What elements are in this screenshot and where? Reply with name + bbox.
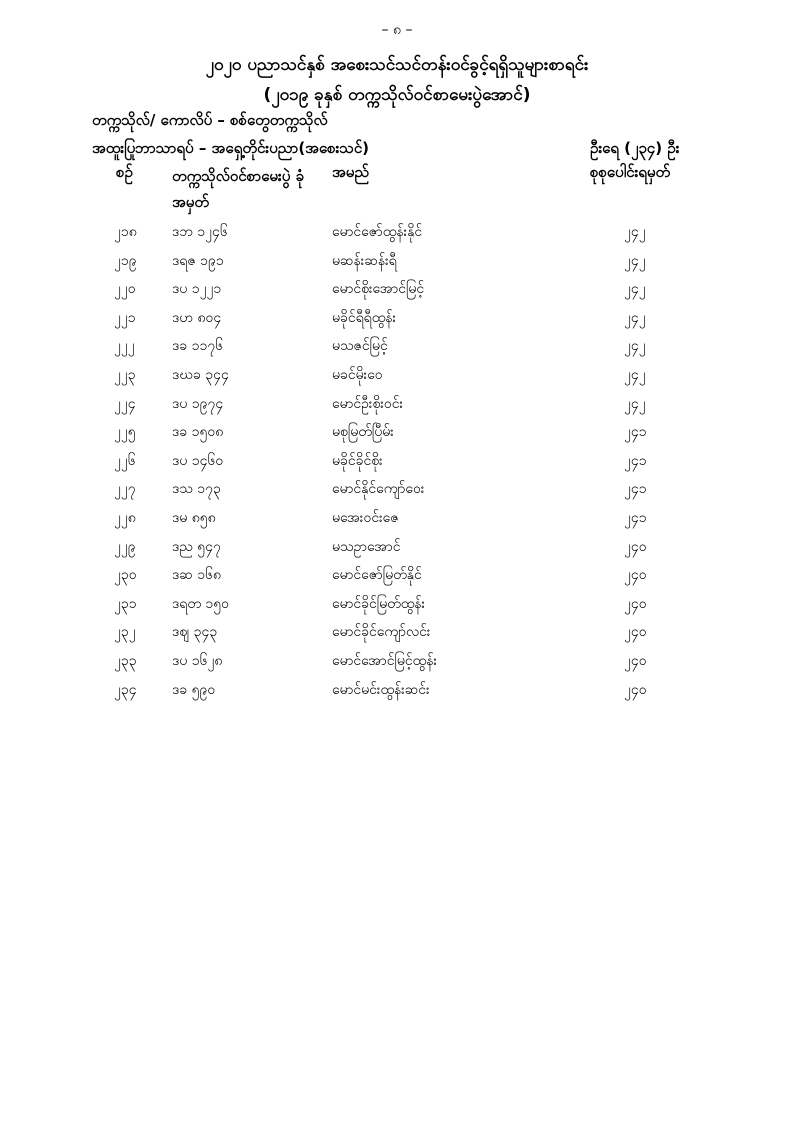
table-row	[0, 479, 794, 508]
row-marks: ၂၄၀	[624, 595, 647, 612]
row-roll: ဒသ ၁၇၃	[172, 481, 221, 498]
table-row	[0, 680, 794, 709]
row-no: ၂၁၈	[114, 224, 137, 240]
header-roll: တက္ကသိုလ်ဝင်စာမေးပွဲ ခုံအမှတ်	[172, 167, 304, 211]
row-roll: ဒရဇ ၁၉၁	[172, 252, 224, 269]
document-subtitle: (၂၀၁၉ ခုနှစ် တက္ကသိုလ်ဝင်စာမေးပွဲအောင်)	[263, 85, 531, 105]
row-no: ၂၂၃	[114, 366, 136, 383]
row-no: ၂၂၁	[114, 309, 136, 326]
row-name: မောင်ခိုင်ကျော်လင်း	[332, 624, 431, 641]
results-table	[0, 222, 794, 708]
row-no: ၂၃၁	[114, 595, 137, 612]
row-name: မသဥာအောင်	[332, 538, 401, 555]
row-marks: ၂၄၁	[624, 424, 647, 441]
quota-line: ဦးရေ (၂၃၄) ဦး	[590, 139, 680, 157]
row-name: မောင်ခိုင်မြတ်ထွန်း	[332, 595, 426, 612]
row-name: မခိုင်ရီရီထွန်း	[332, 309, 397, 326]
row-roll: ဒည ၅၄၇	[172, 538, 221, 555]
row-no: ၂၃၂	[114, 624, 136, 641]
table-row	[0, 251, 794, 280]
row-name: မခင်မိုးဝေ	[332, 366, 383, 383]
row-roll: ဒပ ၁၆၂၈	[172, 652, 223, 669]
row-roll: ဒခ ၁၅၀၈	[172, 424, 224, 441]
row-roll: ဒခ ၅၉၀	[172, 681, 216, 698]
row-no: ၂၁၉	[114, 252, 137, 269]
table-row	[0, 622, 794, 651]
table-row	[0, 222, 794, 251]
row-name: မစုမြတ်ပြီမ်း	[332, 424, 394, 441]
row-name: မဆန်းဆန်းရီ	[332, 252, 397, 269]
row-no: ၂၃၀	[114, 567, 137, 584]
row-roll: ဒဆ ၁၆၈	[172, 567, 222, 584]
row-name: မောင်ဇော်မြတ်နိုင်	[332, 567, 422, 584]
row-name: မောင်ဇော်ထွန်းနိုင်	[332, 224, 423, 240]
table-row	[0, 308, 794, 337]
table-row	[0, 451, 794, 480]
row-no: ၂၂၆	[114, 452, 136, 469]
row-roll: ဒပ ၁၉၇၄	[172, 395, 224, 412]
row-no: ၂၂၄	[114, 395, 136, 412]
row-marks: ၂၄၂	[624, 224, 646, 240]
row-marks: ၂၄၂	[624, 338, 646, 355]
row-marks: ၂၄၂	[624, 395, 646, 412]
row-marks: ၂၄၁	[624, 452, 647, 469]
row-name: မောင်မင်းထွန်းဆင်း	[332, 681, 430, 698]
row-name: မောင်အောင်မြင့်ထွန်း	[332, 652, 437, 669]
row-no: ၂၂၇	[114, 481, 136, 498]
row-marks: ၂၄၂	[624, 309, 646, 326]
row-marks: ၂၄၁	[624, 509, 647, 526]
row-marks: ၂၄၀	[624, 652, 647, 669]
row-name: မခိုင်ခိုင်စိုး	[332, 452, 383, 469]
table-row	[0, 279, 794, 308]
header-name: အမည်	[332, 163, 369, 181]
table-row	[0, 594, 794, 623]
row-roll: ဒဘ ၁၂၄၆	[172, 224, 228, 240]
row-marks: ၂၄၀	[624, 681, 647, 698]
row-no: ၂၂၉	[114, 538, 136, 555]
table-row	[0, 651, 794, 680]
row-name: မသဇင်မြင့်	[332, 338, 388, 355]
table-row	[0, 565, 794, 594]
row-roll: ဒဟ ၈၀၄	[172, 309, 222, 326]
row-no: ၂၃၃	[114, 652, 137, 669]
row-marks: ၂၄၀	[624, 624, 647, 641]
row-roll: ဒမ ၈၅၈	[172, 509, 216, 526]
specialization-line: အထူးပြုဘာသာရပ် – အရှေ့တိုင်းပညာ(အစေးသင်)	[92, 139, 370, 157]
table-row	[0, 508, 794, 537]
row-marks: ၂၄၀	[624, 567, 647, 584]
row-roll: ဒခ ၁၁၇၆	[172, 338, 224, 355]
university-line: တက္ကသိုလ်/ ကောလိပ် – စစ်တွေတက္ကသိုလ်	[92, 111, 328, 129]
row-marks: ၂၄၂	[624, 366, 646, 383]
table-row	[0, 365, 794, 394]
row-roll: ဒဃခ ၃၄၄	[172, 366, 229, 383]
row-no: ၂၂၀	[114, 281, 136, 298]
row-marks: ၂၄၁	[624, 481, 647, 498]
table-row	[0, 537, 794, 566]
row-no: ၂၂၂	[114, 338, 135, 355]
row-roll: ဒဈ ၃၄၃	[172, 624, 218, 641]
table-row	[0, 422, 794, 451]
row-name: မောင်ဦးစိုးဝင်း	[332, 395, 404, 412]
header-no: စဉ်	[116, 163, 133, 181]
table-row	[0, 336, 794, 365]
row-marks: ၂၄၂	[624, 281, 646, 298]
row-roll: ဒပ ၁၄၆၀	[172, 452, 224, 469]
table-row	[0, 394, 794, 423]
row-name: မောင်စိုးအောင်မြင့်	[332, 281, 425, 298]
row-roll: ဒရတ ၁၅၀	[172, 595, 230, 612]
row-no: ၂၂၈	[114, 509, 136, 526]
row-roll: ဒပ ၁၂၂၁	[172, 281, 222, 298]
row-marks: ၂၄၂	[624, 252, 646, 269]
row-name: မောင်နိုင်ကျော်ဝေး	[332, 481, 425, 498]
page-number: – ၈ –	[381, 22, 413, 38]
document-title: ၂၀၂၀ ပညာသင်နှစ် အစေးသင်သင်တန်းဝင်ခွင့်ရရှိသူများစာရင်း	[205, 55, 589, 75]
row-no: ၂၂၅	[114, 424, 136, 441]
row-name: မအေးဝင်းဇေ	[332, 509, 399, 526]
row-no: ၂၃၄	[114, 681, 137, 698]
row-marks: ၂၄၀	[624, 538, 647, 555]
header-marks: စုစုပေါင်းရမှတ်	[590, 163, 671, 181]
